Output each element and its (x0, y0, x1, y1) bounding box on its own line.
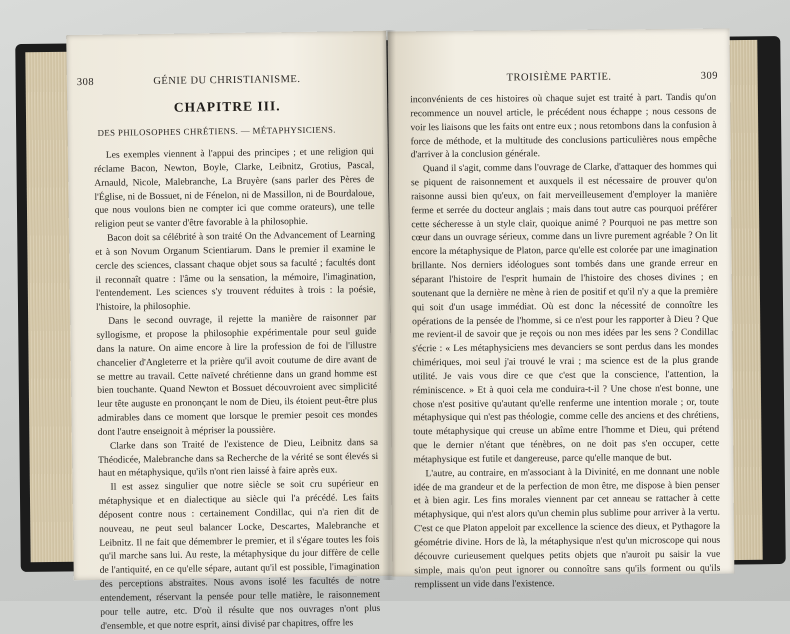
right-body-text (410, 91, 720, 592)
paragraph: Bacon doit sa célébrité à son traité On the Advancement of Learning et à son Novum Organum Scientiarum. Dans le premier il examine le cercle des sciences, classant chaque objet sous sa faculté ; facultés dont il reconnaît quatre : l'âme ou la sensation, la mémoire, l'imagination, l'entendement. Les sciences s'y trouvent réduites à trois : la poésie, l'histoire, la philosophie. (95, 229, 376, 314)
paragraph: Quand il s'agit, comme dans l'ouvrage de Clarke, d'attaquer des hommes qui se piquent de raisonnement et auxquels il est nécessaire de prouver qu'on raisonne aussi bien qu'eux, on fait merveilleusement d'employer la manière ferme et serrée du docteur anglais ; mais dans tout autre cas pourquoi préférer cette sécheresse à un style clair, quoique animé ? Pourquoi ne pas mettre son cœur dans un ouvrage sérieux, comme dans un livre purement agréable ? On lit encore la métaphysique de Platon, parce qu'elle est colorée par une imagination brillante. Nos derniers idéologues sont tombés dans une grande erreur en séparant l'histoire de l'esprit humain de l'histoire des choses divines ; en soutenant que la dernière ne mène à rien de positif et qu'il n'y a que la première qui soit d'un usage immédiat. Où est donc la nécessité de connoître les opérations de la pensée de l'homme, si ce n'est pour les rapporter à Dieu ? Que me revient-il de savoir que je reçois ou non mes idées par les sens ? Condillac s'écrie : « Les métaphysiciens mes devanciers se sont perdus dans les mondes chimériques, moi seul j'ai trouvé le vrai ; ma science est de la plus grande utilité. Je vais vous dire ce que c'est que la conscience, l'attention, la réminiscence. » Et à quoi cela me conduira-t-il ? Une chose n'est bonne, une chose n'est positive qu'autant qu'elle renferme une intention morale ; or, toute métaphysique qui n'est pas théologie, comme celle des anciens et des chrétiens, toute métaphysique qui creuse un abîme entre l'homme et Dieu, qui prétend que le dernier n'étant que ténèbres, on ne doit pas s'en occuper, cette métaphysique est futile et dangereuse, parce qu'elle manque de but. (410, 160, 720, 466)
right-running-head (388, 70, 730, 84)
right-page (388, 29, 735, 590)
section-title: DES PHILOSOPHES CHRÉTIENS. — MÉTAPHYSICIENS. (97, 124, 336, 138)
paragraph: inconvénients de ces histoires où chaque sujet est traité à part. Tandis qu'on recommence un nouvel article, le précédent nous échappe ; nous cessons de voir les liaisons que les faits ont entre eux ; nous retombons dans la confusion à force de méthode, et la multitude des conclusions particulières nous empêche d'arriver à la conclusion générale. (410, 91, 717, 161)
left-page-number: 308 (76, 76, 95, 89)
book-gutter-shadow (382, 30, 396, 580)
right-running-title: TROISIÈME PARTIE. (506, 71, 612, 84)
paragraph: Les exemples viennent à l'appui des principes ; et une religion qui réclame Bacon, Newton, Boyle, Clarke, Leibnitz, Grotius, Pascal, Arnauld, Nicole, Malebranche, La Bruyère (sans parler des Pères de l'Église, ni de Bossuet, ni de Fénelon, ni de Massillon, ni de Bourdaloue, que nous voulons bien ne compter ici que comme orateurs), une telle religion peut se vanter d'être favorable à la philosophie. (94, 145, 375, 231)
left-running-head (67, 73, 387, 89)
left-page (66, 31, 394, 632)
paragraph: L'autre, au contraire, en m'associant à la Divinité, en me donnant une noble idée de ma grandeur et de la perfection de mon être, me dispose à bien penser et à bien agir. Les fins morales viennent par cet anneau se rattacher à cette métaphysique, qui n'est alors qu'un chemin plus sublime pour arriver à la vertu. C'est ce que Platon appeloit par excellence la science des dieux, et Pythagore la géométrie divine. Hors de là, la métaphysique n'est qu'un microscope qui nous découvre curieusement quelques petits objets que n'auroit pu saisir la vue simple, mais qu'on peut ignorer ou connoître sans qu'ils forment ou qu'ils remplissent un vide dans l'existence. (413, 465, 721, 590)
chapter-title: CHAPITRE III. (173, 98, 281, 115)
right-page-number: 309 (700, 70, 719, 82)
left-running-title: GÉNIE DU CHRISTIANISME. (153, 73, 301, 88)
left-body-text (94, 145, 381, 633)
paragraph: Il est assez singulier que notre siècle se soit cru supérieur en métaphysique et en dialectique au siècle qui l'a précédé. Les faits déposent contre nous : certainement Condillac, qui n'a rien dit de nouveau, ne peut seul balancer Locke, Descartes, Malebranche et Leibnitz. Il ne fait que démembrer le premier, et il s'égare toutes les fois qu'il marche sans lui. Au reste, la métaphysique du jour diffère de celle de l'antiquité, en ce qu'elle sépare, autant qu'il est possible, l'imagination des perceptions abstraites. Nous avons isolé les facultés de notre entendement, réservant la pensée pour telle matière, le raisonnement pour telle autre, etc. D'où il résulte que nos ouvrages n'ont plus d'ensemble, et que notre esprit, ainsi divisé par chapitres, offre les (98, 478, 381, 632)
paragraph: Dans le second ouvrage, il rejette la manière de raisonner par syllogisme, et propose la philosophie expérimentale pour seul guide dans la nature. On aime encore à lire la profession de foi de l'illustre chancelier d'Angleterre et la prière qu'il avoit coutume de dire avant de se mettre au travail. Cette naïveté chrétienne dans un grand homme est bien touchante. Quand Newton et Bossuet découvroient avec simplicité leur tête auguste en prononçant le nom de Dieu, ils étoient peut-être plus admirables dans ce moment que lorsque le premier pesoit ces mondes dont l'autre enseignoit à mépriser la poussière. (96, 312, 378, 438)
paragraph: Clarke dans son Traité de l'existence de Dieu, Leibnitz dans sa Théodicée, Malebranche dans sa Recherche de la vérité se sont élevés si haut en métaphysique, qu'ils n'ont rien laissé à faire après eux. (98, 436, 379, 480)
